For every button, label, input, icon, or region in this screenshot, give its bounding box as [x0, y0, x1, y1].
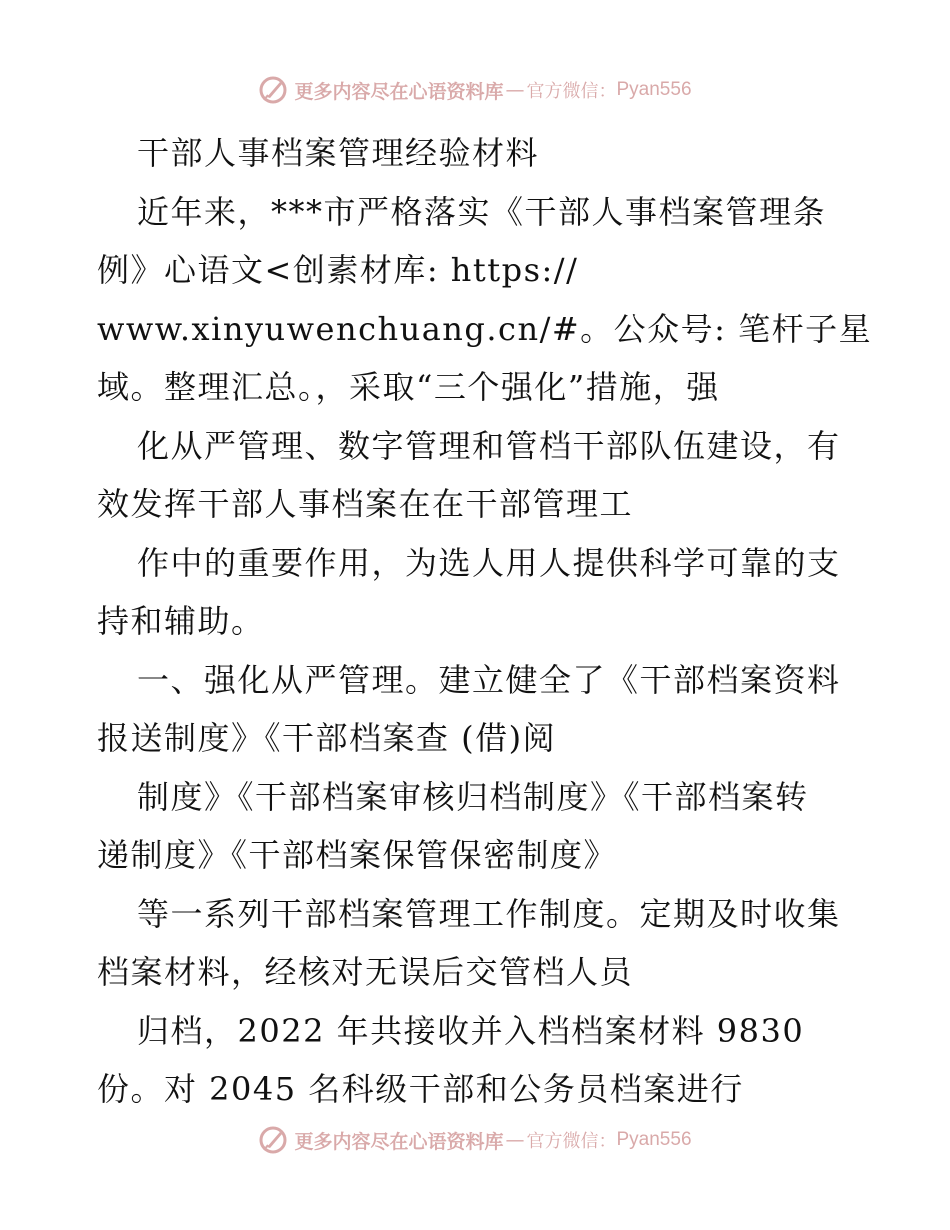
text-line: 递制度》《干部档案保管保密制度》 [97, 836, 618, 874]
watermark-dash: — [505, 1129, 525, 1151]
text-line: 等一系列干部档案管理工作制度。定期及时收集 [137, 894, 841, 933]
section-heading-line: 一、强化从严管理。建立健全了《干部档案资料 [137, 660, 841, 699]
quill-logo-icon [258, 1125, 288, 1155]
text-line: 化从严管理、数字管理和管档干部队伍建设，有 [137, 426, 841, 465]
text-line: 近年来，***市严格落实《干部人事档案管理条 [137, 192, 827, 231]
document-body [97, 124, 873, 1119]
document-title: 干部人事档案管理经验材料 [137, 134, 540, 172]
text-line: 档案材料，经核对无误后交管档人员 [97, 953, 634, 991]
watermark-id: Pyan556 [616, 1129, 692, 1150]
watermark-dash: — [505, 79, 525, 101]
watermark-main-text: 更多内容尽在心语资料库 [294, 80, 504, 103]
text-line: 例》心语文<创素材库: https:// [97, 251, 579, 289]
watermark-main-text: 更多内容尽在心语资料库 [294, 1130, 504, 1153]
header-watermark [0, 70, 950, 110]
text-line: www.xinyuwenchuang.cn/#。公众号: 笔杆子星 [97, 309, 873, 348]
watermark-sub-text: 官方微信： [526, 1131, 617, 1152]
text-line: 持和辅助。 [97, 602, 265, 640]
text-line: 制度》《干部档案审核归档制度》《干部档案转 [137, 777, 809, 816]
text-line: 作中的重要作用，为选人用人提供科学可靠的支 [137, 543, 841, 582]
text-line: 域。整理汇总。，采取“三个强化”措施，强 [97, 368, 720, 406]
quill-logo-icon [258, 75, 288, 105]
footer-watermark [0, 1120, 950, 1160]
watermark-sub-text: 官方微信： [526, 81, 617, 102]
watermark-id: Pyan556 [616, 79, 692, 100]
text-line: 效发挥干部人事档案在在干部管理工 [97, 485, 634, 523]
text-line: 报送制度》《干部档案查 (借)阅 [97, 719, 557, 757]
text-line: 归档，2022 年共接收并入档档案材料 9830 [137, 1011, 805, 1050]
text-line: 份。对 2045 名科级干部和公务员档案进行 [97, 1070, 744, 1108]
